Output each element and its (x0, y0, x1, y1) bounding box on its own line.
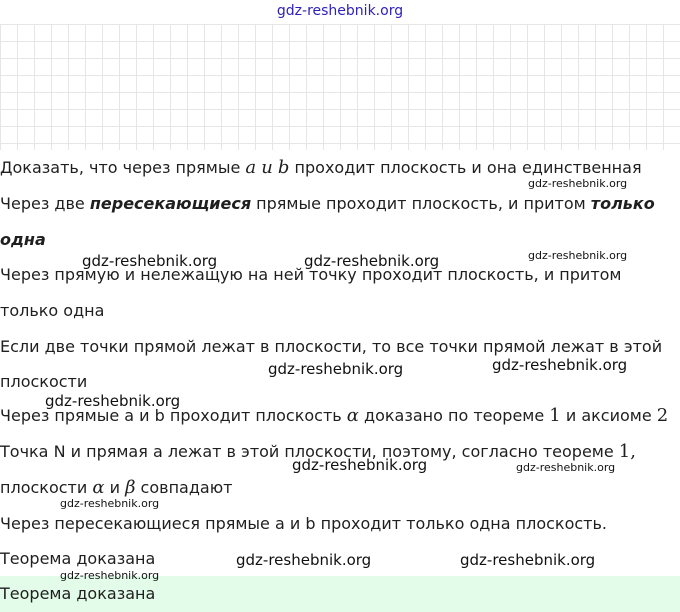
symbol-beta: β (125, 477, 136, 498)
var-a: a (245, 157, 257, 178)
step-4-text-b: доказано по теореме (358, 406, 550, 425)
step-1-emphasis-intersecting: пересекающиеся (89, 194, 252, 213)
header-watermark: gdz-reshebnik.org (276, 3, 404, 19)
step-5-text-b: плоскости (0, 478, 93, 497)
watermark: gdz-reshebnik.org (304, 252, 440, 270)
step-5-line-2 (0, 478, 233, 498)
task-suffix: проходит плоскость и она единственная (289, 158, 642, 177)
watermark: gdz-reshebnik.org (292, 456, 428, 474)
step-6-line: Через пересекающиеся прямые a и b проходит только одна плоскость. (0, 514, 607, 533)
step-3-line-2: плоскости (0, 372, 88, 391)
step-2-line-1: Через прямую и нележащую на ней точку проходит плоскость, и притом (0, 265, 622, 284)
watermark: gdz-reshebnik.org (45, 392, 181, 410)
var-b: b (277, 157, 290, 178)
watermark: gdz-reshebnik.org (528, 249, 628, 262)
watermark: gdz-reshebnik.org (460, 551, 596, 569)
axiom-number: 2 (656, 405, 669, 426)
step-1-text-a: Через две (0, 194, 90, 213)
conclusion-text: Теорема доказана (0, 549, 156, 568)
step-1-text-b: прямые проходит плоскость, и притом (251, 194, 591, 213)
conj-i: и (261, 157, 273, 178)
step-4-text-a: Через прямые a и b проходит плоскость (0, 406, 347, 425)
watermark: gdz-reshebnik.org (492, 356, 628, 374)
watermark: gdz-reshebnik.org (60, 569, 160, 582)
step-1-emphasis-one: одна (0, 230, 46, 249)
watermark: gdz-reshebnik.org (60, 497, 160, 510)
step-1-line-1 (0, 194, 655, 214)
task-prefix: Доказать, что через прямые (0, 158, 246, 177)
step-5-text-a: Точка N и прямая a лежат в этой плоскости, поэтому, согласно теореме (0, 442, 619, 461)
watermark: gdz-reshebnik.org (516, 461, 616, 474)
step-5-text-c: совпадают (135, 478, 233, 497)
watermark: gdz-reshebnik.org (268, 360, 404, 378)
graph-paper-grid (0, 24, 680, 150)
theorem-number-2: 1, (618, 441, 636, 462)
theorem-number: 1 (549, 405, 561, 426)
result-text: Теорема доказана (0, 584, 156, 603)
watermark: gdz-reshebnik.org (528, 177, 628, 190)
step-1-line-2 (0, 230, 46, 250)
watermark: gdz-reshebnik.org (236, 551, 372, 569)
step-2-line-2: только одна (0, 301, 105, 320)
step-1-emphasis-only: только (590, 194, 655, 213)
step-5-conj: и (104, 478, 126, 497)
step-3-line-1: Если две точки прямой лежат в плоскости, то все точки прямой лежат в этой (0, 337, 663, 356)
watermark: gdz-reshebnik.org (82, 252, 218, 270)
step-4-text-c: и аксиоме (560, 406, 657, 425)
symbol-alpha-2: α (92, 477, 105, 498)
task-statement (0, 158, 642, 178)
symbol-alpha: α (346, 405, 359, 426)
